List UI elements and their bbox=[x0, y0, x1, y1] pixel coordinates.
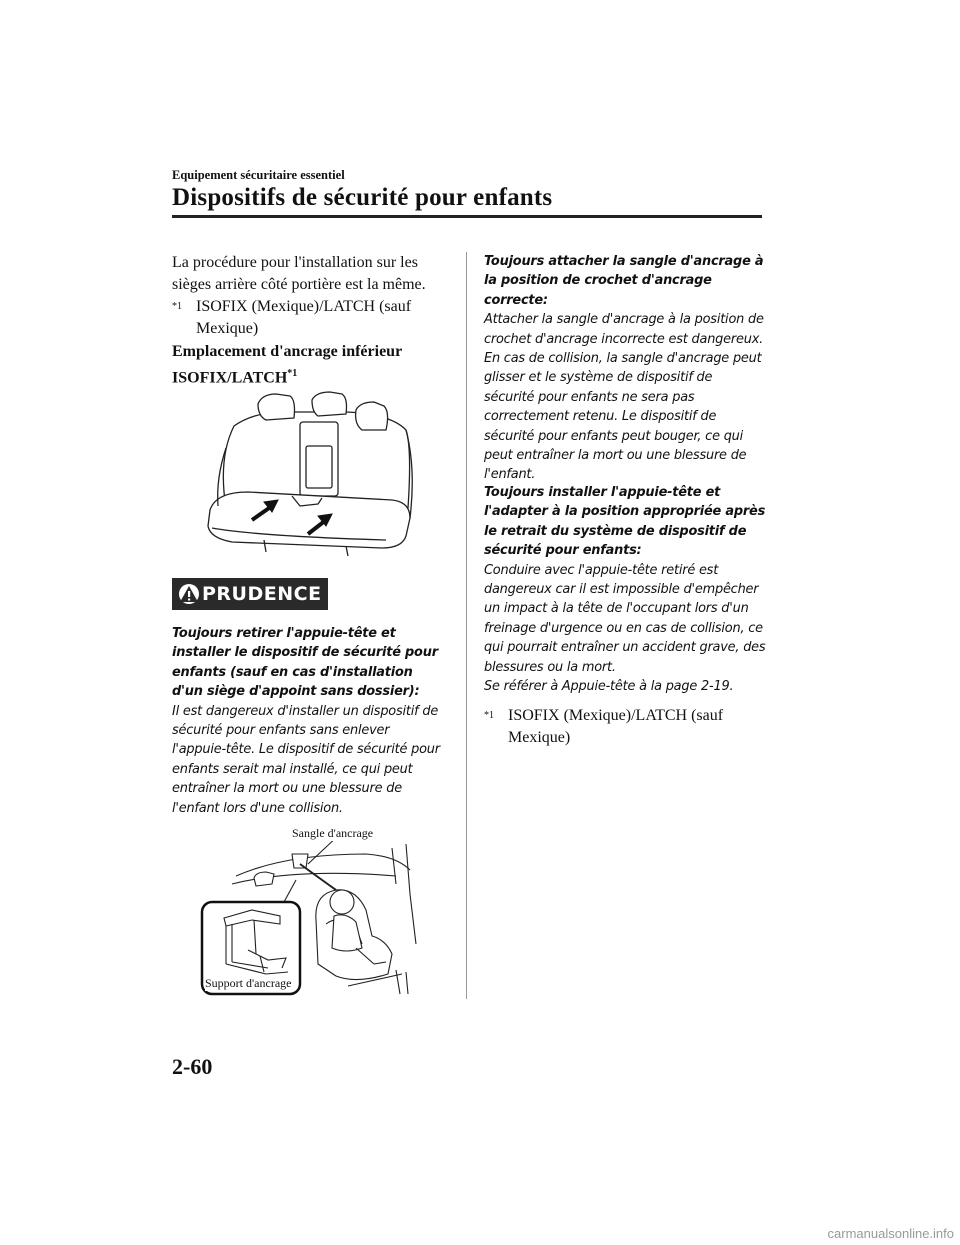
warning-headrest bbox=[484, 483, 766, 696]
page-title: Dispositifs de sécurité pour enfants bbox=[172, 184, 553, 211]
warning-tether bbox=[484, 252, 766, 485]
warning-headrest-body: Conduire avec l'appuie-tête retiré est dangereux car il est impossible d'empêcher un impact à la tête de l'occupant lors d'un freinage d'urgence ou en cas de collision, ce qui pourrait entraîner un accident grave, des blessures ou la mort. bbox=[484, 562, 766, 675]
warning-tether-title: Toujours attacher la sangle d'ancrage à la position de crochet d'ancrage correcte: bbox=[484, 254, 764, 308]
caution-text bbox=[172, 624, 446, 818]
caution-banner bbox=[172, 578, 330, 610]
child-seat-illustration bbox=[196, 824, 426, 1000]
header-rule bbox=[172, 215, 762, 218]
footnote-left bbox=[172, 296, 444, 339]
caution-label: PRUDENCE bbox=[202, 583, 322, 605]
strap-label: Sangle d'ancrage bbox=[292, 826, 374, 840]
footnote-marker: *1 bbox=[172, 301, 182, 312]
footnote-marker: *1 bbox=[484, 710, 494, 721]
bracket-label: Support d'ancrage bbox=[205, 976, 292, 990]
intro-paragraph: La procédure pour l'installation sur les sièges arrière côté portière est la même. bbox=[172, 254, 426, 293]
headrest-reference: Se référer à Appuie-tête à la page 2-19. bbox=[484, 679, 734, 695]
warning-icon bbox=[178, 583, 200, 605]
warning-tether-body: Attacher la sangle d'ancrage à la position de crochet d'ancrage incorrecte est dangereux. En cas de collision, la sangle d'ancrage peut glisser et le système de dispositif de sécurité pour enfants ne sera pas correctement retenu. Le dispositif de sécurité pour enfants peut bouger, ce qui peut entraîner la mort ou une blessure de l'enfant. bbox=[484, 312, 764, 483]
anchor-heading: Emplacement d'ancrage inférieur ISOFIX/LATCH$^{*1}$ bbox=[172, 343, 403, 386]
footnote-right bbox=[484, 705, 766, 748]
page-number: 2-60 bbox=[172, 1054, 213, 1079]
footnote-text: ISOFIX (Mexique)/LATCH (sauf Mexique) bbox=[196, 298, 412, 337]
caution-body: Il est dangereux d'installer un dispositif de sécurité pour enfants sans enlever l'appuie-tête. Le dispositif de sécurité pour enfants serait mal installé, ce qui peut entraîner la mort ou une blessure de l'enfant lors d'une collision. bbox=[172, 703, 440, 816]
watermark: carmanualsonline.info bbox=[827, 1226, 954, 1241]
rear-seat-illustration bbox=[196, 388, 418, 560]
warning-headrest-title: Toujours installer l'appuie-tête et l'adapter à la position appropriée après le retrait du système de dispositif de sécurité pour enfants: bbox=[484, 485, 766, 559]
column-divider bbox=[466, 252, 467, 999]
caution-box bbox=[172, 578, 328, 610]
section-label: Equipement sécuritaire essentiel bbox=[172, 168, 345, 182]
footnote-text: ISOFIX (Mexique)/LATCH (sauf Mexique) bbox=[508, 707, 724, 746]
caution-title: Toujours retirer l'appuie-tête et installer le dispositif de sécurité pour enfants (sauf en cas d'installation d'un siège d'appoint sans dossier): bbox=[172, 626, 438, 700]
